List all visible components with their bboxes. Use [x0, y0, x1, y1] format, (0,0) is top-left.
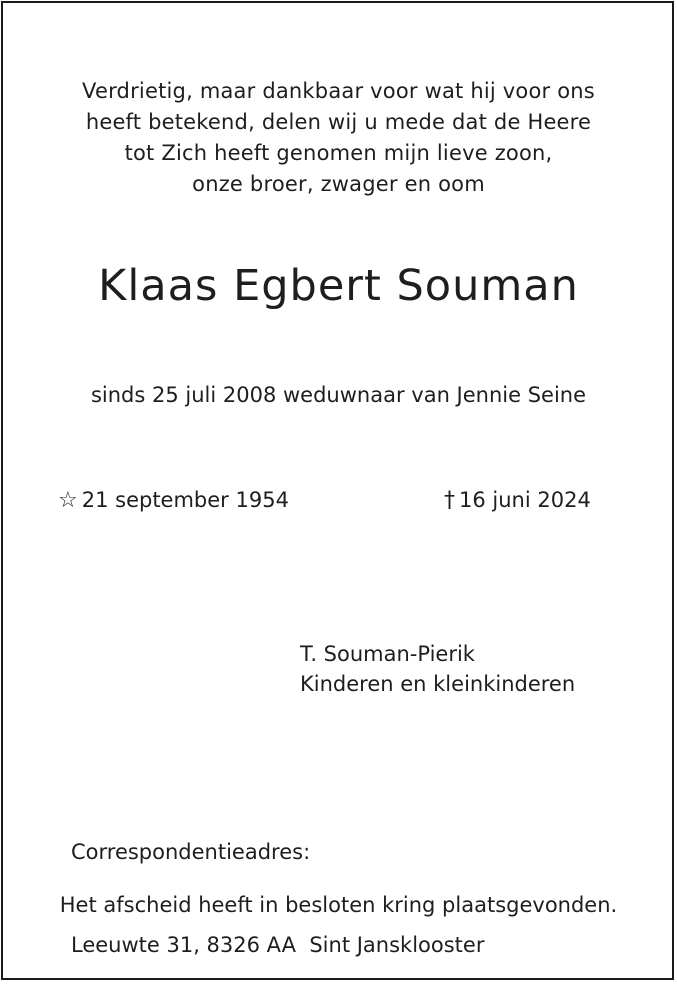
intro-line: heeft betekend, delen wij u mede dat de Heere	[85, 110, 592, 134]
intro-line: Verdrietig, maar dankbaar voor wat hij voor ons	[82, 79, 595, 103]
intro-line: onze broer, zwager en oom	[192, 172, 485, 196]
death-date	[444, 484, 591, 517]
birth-date	[58, 484, 289, 517]
death-date-text: 16 juni 2024	[459, 488, 591, 512]
family-line: Kinderen en kleinkinderen	[300, 672, 576, 696]
cross-icon: †	[444, 488, 455, 513]
birth-date-text: 21 september 1954	[81, 488, 289, 512]
closing-note: Het afscheid heeft in besloten kring plaatsgevonden.	[59, 893, 618, 917]
address-label: Correspondentieadres:	[71, 840, 311, 864]
address-line: Leeuwte 31, 8326 AA Sint Jansklooster	[71, 933, 485, 957]
intro-line: tot Zich heeft genomen mijn lieve zoon,	[124, 141, 553, 165]
widowhood-line: sinds 25 juli 2008 weduwnaar van Jennie Seine	[90, 383, 587, 407]
star-icon: ☆	[58, 488, 78, 513]
family-signatures	[300, 639, 575, 699]
correspondence-address	[71, 775, 484, 992]
family-line: T. Souman-Pierik	[300, 642, 475, 666]
intro-text	[0, 76, 677, 200]
deceased-name: Klaas Egbert Souman	[98, 261, 579, 311]
